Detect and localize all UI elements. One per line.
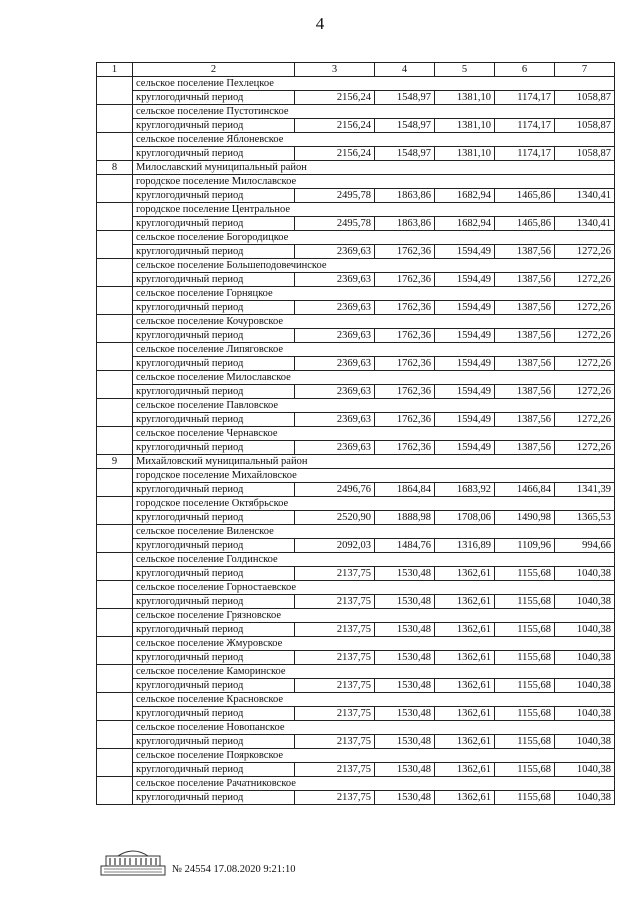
tariff-value: 1155,68 bbox=[495, 567, 555, 581]
tariff-value: 2496,76 bbox=[295, 483, 375, 497]
settlement-name-row bbox=[97, 287, 615, 301]
period-label: круглогодичный период bbox=[133, 595, 295, 609]
tariff-value: 1387,56 bbox=[495, 385, 555, 399]
period-label: круглогодичный период bbox=[133, 301, 295, 315]
settlement-name: сельское поселение Красновское bbox=[133, 693, 615, 707]
tariff-value: 1863,86 bbox=[375, 189, 435, 203]
period-label: круглогодичный период bbox=[133, 413, 295, 427]
row-index bbox=[97, 287, 133, 315]
tariff-row bbox=[97, 791, 615, 805]
settlement-name-row bbox=[97, 427, 615, 441]
tariff-value: 1381,10 bbox=[435, 91, 495, 105]
tariff-value: 1381,10 bbox=[435, 119, 495, 133]
row-index bbox=[97, 399, 133, 427]
tariff-row bbox=[97, 707, 615, 721]
row-index bbox=[97, 553, 133, 581]
row-index bbox=[97, 469, 133, 497]
row-index bbox=[97, 259, 133, 287]
tariff-value: 1387,56 bbox=[495, 245, 555, 259]
tariff-value: 2137,75 bbox=[295, 791, 375, 805]
settlement-name-row bbox=[97, 231, 615, 245]
tariff-value: 1272,26 bbox=[555, 329, 615, 343]
settlement-name: сельское поселение Липяговское bbox=[133, 343, 615, 357]
tariff-value: 2369,63 bbox=[295, 413, 375, 427]
settlement-name-row bbox=[97, 609, 615, 623]
tariff-value: 1362,61 bbox=[435, 679, 495, 693]
tariff-value: 994,66 bbox=[555, 539, 615, 553]
settlement-name: сельское поселение Кочуровское bbox=[133, 315, 615, 329]
period-label: круглогодичный период bbox=[133, 763, 295, 777]
tariff-row bbox=[97, 679, 615, 693]
row-index bbox=[97, 343, 133, 371]
tariff-value: 1362,61 bbox=[435, 651, 495, 665]
tariff-value: 1174,17 bbox=[495, 147, 555, 161]
tariff-value: 1530,48 bbox=[375, 651, 435, 665]
column-header: 5 bbox=[435, 63, 495, 77]
row-index bbox=[97, 525, 133, 553]
tariff-value: 1490,98 bbox=[495, 511, 555, 525]
tariff-value: 1594,49 bbox=[435, 385, 495, 399]
period-label: круглогодичный период bbox=[133, 357, 295, 371]
column-header: 3 bbox=[295, 63, 375, 77]
settlement-name-row bbox=[97, 343, 615, 357]
tariff-value: 1864,84 bbox=[375, 483, 435, 497]
tariff-value: 2156,24 bbox=[295, 147, 375, 161]
row-index bbox=[97, 637, 133, 665]
settlement-name-row bbox=[97, 721, 615, 735]
tariff-value: 1484,76 bbox=[375, 539, 435, 553]
settlement-name-row bbox=[97, 259, 615, 273]
tariff-value: 1387,56 bbox=[495, 413, 555, 427]
tariff-value: 1362,61 bbox=[435, 763, 495, 777]
settlement-name-row bbox=[97, 469, 615, 483]
tariff-row bbox=[97, 189, 615, 203]
tariff-value: 1272,26 bbox=[555, 441, 615, 455]
settlement-name: сельское поселение Поярковское bbox=[133, 749, 615, 763]
tariff-row bbox=[97, 735, 615, 749]
tariff-row bbox=[97, 329, 615, 343]
column-header: 1 bbox=[97, 63, 133, 77]
tariff-value: 1594,49 bbox=[435, 273, 495, 287]
row-index bbox=[97, 721, 133, 749]
table-body bbox=[97, 77, 615, 805]
row-index bbox=[97, 371, 133, 399]
tariff-value: 2137,75 bbox=[295, 567, 375, 581]
tariff-value: 1272,26 bbox=[555, 357, 615, 371]
document-footer bbox=[100, 848, 520, 888]
tariff-row bbox=[97, 273, 615, 287]
period-label: круглогодичный период bbox=[133, 245, 295, 259]
settlement-name-row bbox=[97, 637, 615, 651]
tariff-value: 2369,63 bbox=[295, 357, 375, 371]
tariff-value: 1340,41 bbox=[555, 217, 615, 231]
registry-stamp-icon bbox=[100, 848, 166, 876]
tariff-value: 1530,48 bbox=[375, 735, 435, 749]
tariff-value: 1548,97 bbox=[375, 119, 435, 133]
tariff-value: 1155,68 bbox=[495, 623, 555, 637]
tariff-row bbox=[97, 567, 615, 581]
period-label: круглогодичный период bbox=[133, 483, 295, 497]
settlement-name: городское поселение Михайловское bbox=[133, 469, 615, 483]
settlement-name: сельское поселение Большеподовечинское bbox=[133, 259, 615, 273]
tariff-value: 1362,61 bbox=[435, 791, 495, 805]
tariff-value: 1272,26 bbox=[555, 245, 615, 259]
tariff-value: 1272,26 bbox=[555, 301, 615, 315]
tariff-value: 1058,87 bbox=[555, 119, 615, 133]
settlement-name: сельское поселение Рачатниковское bbox=[133, 777, 615, 791]
tariff-value: 1362,61 bbox=[435, 567, 495, 581]
tariff-row bbox=[97, 91, 615, 105]
settlement-name-row bbox=[97, 203, 615, 217]
settlement-name-row bbox=[97, 581, 615, 595]
tariff-value: 2137,75 bbox=[295, 679, 375, 693]
settlement-name: городское поселение Октябрьское bbox=[133, 497, 615, 511]
settlement-name-row bbox=[97, 371, 615, 385]
tariff-value: 1682,94 bbox=[435, 217, 495, 231]
tariff-value: 1762,36 bbox=[375, 441, 435, 455]
settlement-name: сельское поселение Чернавское bbox=[133, 427, 615, 441]
tariff-value: 1362,61 bbox=[435, 707, 495, 721]
tariff-value: 1594,49 bbox=[435, 301, 495, 315]
row-index bbox=[97, 693, 133, 721]
row-index bbox=[97, 175, 133, 203]
settlement-name: сельское поселение Яблоневское bbox=[133, 133, 615, 147]
settlement-name-row bbox=[97, 175, 615, 189]
tariff-value: 1387,56 bbox=[495, 441, 555, 455]
page-number: 4 bbox=[315, 14, 325, 33]
row-index: 8 bbox=[97, 161, 133, 175]
tariff-row bbox=[97, 357, 615, 371]
tariff-value: 1548,97 bbox=[375, 147, 435, 161]
settlement-name: сельское поселение Каморинское bbox=[133, 665, 615, 679]
tariff-row bbox=[97, 651, 615, 665]
tariff-value: 2137,75 bbox=[295, 651, 375, 665]
row-index bbox=[97, 231, 133, 259]
tariff-value: 1594,49 bbox=[435, 329, 495, 343]
row-index bbox=[97, 203, 133, 231]
period-label: круглогодичный период bbox=[133, 119, 295, 133]
tariff-row bbox=[97, 763, 615, 777]
settlement-name-row bbox=[97, 525, 615, 539]
row-index bbox=[97, 315, 133, 343]
tariff-value: 2369,63 bbox=[295, 441, 375, 455]
tariff-value: 1155,68 bbox=[495, 679, 555, 693]
tariff-value: 1762,36 bbox=[375, 357, 435, 371]
period-label: круглогодичный период bbox=[133, 791, 295, 805]
settlement-name: сельское поселение Жмуровское bbox=[133, 637, 615, 651]
tariff-value: 1762,36 bbox=[375, 301, 435, 315]
tariff-value: 1594,49 bbox=[435, 441, 495, 455]
settlement-name: сельское поселение Виленское bbox=[133, 525, 615, 539]
tariff-value: 1548,97 bbox=[375, 91, 435, 105]
row-index bbox=[97, 427, 133, 455]
tariff-value: 1530,48 bbox=[375, 567, 435, 581]
tariff-value: 1316,89 bbox=[435, 539, 495, 553]
tariff-value: 1682,94 bbox=[435, 189, 495, 203]
settlement-name: городское поселение Милославское bbox=[133, 175, 615, 189]
period-label: круглогодичный период bbox=[133, 91, 295, 105]
column-header: 6 bbox=[495, 63, 555, 77]
period-label: круглогодичный период bbox=[133, 385, 295, 399]
tariff-value: 1272,26 bbox=[555, 273, 615, 287]
period-label: круглогодичный период bbox=[133, 189, 295, 203]
settlement-name: сельское поселение Горностаевское bbox=[133, 581, 615, 595]
tariff-row bbox=[97, 119, 615, 133]
tariff-value: 1362,61 bbox=[435, 595, 495, 609]
tariff-value: 1762,36 bbox=[375, 385, 435, 399]
tariff-value: 2092,03 bbox=[295, 539, 375, 553]
period-label: круглогодичный период bbox=[133, 679, 295, 693]
tariff-row bbox=[97, 539, 615, 553]
tariff-value: 1155,68 bbox=[495, 735, 555, 749]
period-label: круглогодичный период bbox=[133, 539, 295, 553]
tariff-value: 1040,38 bbox=[555, 679, 615, 693]
tariff-value: 1594,49 bbox=[435, 245, 495, 259]
row-index bbox=[97, 777, 133, 805]
tariff-value: 2156,24 bbox=[295, 91, 375, 105]
tariff-value: 1762,36 bbox=[375, 245, 435, 259]
settlement-name: сельское поселение Милославское bbox=[133, 371, 615, 385]
settlement-name-row bbox=[97, 693, 615, 707]
settlement-name-row bbox=[97, 777, 615, 791]
tariff-value: 1341,39 bbox=[555, 483, 615, 497]
district-row bbox=[97, 161, 615, 175]
tariff-value: 2369,63 bbox=[295, 301, 375, 315]
tariff-value: 2495,78 bbox=[295, 217, 375, 231]
row-index bbox=[97, 609, 133, 637]
tariff-row bbox=[97, 147, 615, 161]
period-label: круглогодичный период bbox=[133, 217, 295, 231]
tariff-value: 1040,38 bbox=[555, 623, 615, 637]
tariff-row bbox=[97, 595, 615, 609]
tariff-value: 1708,06 bbox=[435, 511, 495, 525]
row-index bbox=[97, 497, 133, 525]
row-index bbox=[97, 105, 133, 133]
settlement-name: сельское поселение Голдинское bbox=[133, 553, 615, 567]
tariff-value: 1387,56 bbox=[495, 301, 555, 315]
tariff-value: 1109,96 bbox=[495, 539, 555, 553]
tariff-value: 1762,36 bbox=[375, 329, 435, 343]
tariff-value: 1174,17 bbox=[495, 91, 555, 105]
district-name: Михайловский муниципальный район bbox=[133, 455, 615, 469]
period-label: круглогодичный период bbox=[133, 273, 295, 287]
settlement-name: сельское поселение Грязновское bbox=[133, 609, 615, 623]
period-label: круглогодичный период bbox=[133, 567, 295, 581]
tariff-value: 1863,86 bbox=[375, 217, 435, 231]
tariff-value: 2369,63 bbox=[295, 273, 375, 287]
tariff-row bbox=[97, 413, 615, 427]
tariff-value: 2369,63 bbox=[295, 385, 375, 399]
tariff-value: 2137,75 bbox=[295, 763, 375, 777]
settlement-name: сельское поселение Павловское bbox=[133, 399, 615, 413]
settlement-name-row bbox=[97, 77, 615, 91]
tariff-value: 1365,53 bbox=[555, 511, 615, 525]
tariff-value: 1155,68 bbox=[495, 707, 555, 721]
tariff-value: 1888,98 bbox=[375, 511, 435, 525]
district-row bbox=[97, 455, 615, 469]
column-header: 7 bbox=[555, 63, 615, 77]
tariff-value: 1387,56 bbox=[495, 273, 555, 287]
tariff-value: 2369,63 bbox=[295, 245, 375, 259]
tariff-value: 1155,68 bbox=[495, 595, 555, 609]
tariff-value: 1683,92 bbox=[435, 483, 495, 497]
tariff-value: 1155,68 bbox=[495, 763, 555, 777]
tariff-value: 1530,48 bbox=[375, 595, 435, 609]
row-index bbox=[97, 133, 133, 161]
tariff-value: 2137,75 bbox=[295, 735, 375, 749]
tariff-value: 1174,17 bbox=[495, 119, 555, 133]
tariff-value: 1465,86 bbox=[495, 217, 555, 231]
tariff-row bbox=[97, 217, 615, 231]
tariff-value: 2495,78 bbox=[295, 189, 375, 203]
tariff-value: 1530,48 bbox=[375, 707, 435, 721]
tariff-value: 1058,87 bbox=[555, 147, 615, 161]
tariff-value: 1466,84 bbox=[495, 483, 555, 497]
tariff-value: 1272,26 bbox=[555, 385, 615, 399]
tariff-value: 2137,75 bbox=[295, 623, 375, 637]
header-row bbox=[97, 63, 615, 77]
tariff-value: 1058,87 bbox=[555, 91, 615, 105]
row-index bbox=[97, 77, 133, 105]
settlement-name: сельское поселение Богородицкое bbox=[133, 231, 615, 245]
tariff-value: 1040,38 bbox=[555, 735, 615, 749]
tariff-value: 2156,24 bbox=[295, 119, 375, 133]
period-label: круглогодичный период bbox=[133, 511, 295, 525]
period-label: круглогодичный период bbox=[133, 651, 295, 665]
tariff-value: 1272,26 bbox=[555, 413, 615, 427]
tariff-value: 1340,41 bbox=[555, 189, 615, 203]
tariff-value: 1594,49 bbox=[435, 357, 495, 371]
period-label: круглогодичный период bbox=[133, 707, 295, 721]
tariff-value: 1530,48 bbox=[375, 623, 435, 637]
settlement-name: сельское поселение Пехлецкое bbox=[133, 77, 615, 91]
tariff-value: 1155,68 bbox=[495, 791, 555, 805]
tariff-value: 1387,56 bbox=[495, 357, 555, 371]
tariff-value: 1040,38 bbox=[555, 595, 615, 609]
tariff-row bbox=[97, 245, 615, 259]
document-registration-number: № 24554 17.08.2020 9:21:10 bbox=[172, 864, 296, 875]
tariff-value: 1465,86 bbox=[495, 189, 555, 203]
tariff-value: 1530,48 bbox=[375, 791, 435, 805]
tariff-value: 2520,90 bbox=[295, 511, 375, 525]
period-label: круглогодичный период bbox=[133, 441, 295, 455]
tariff-value: 1530,48 bbox=[375, 763, 435, 777]
settlement-name-row bbox=[97, 665, 615, 679]
tariff-value: 2137,75 bbox=[295, 595, 375, 609]
settlement-name: сельское поселение Горняцкое bbox=[133, 287, 615, 301]
settlement-name-row bbox=[97, 105, 615, 119]
row-index bbox=[97, 581, 133, 609]
period-label: круглогодичный период bbox=[133, 147, 295, 161]
tariff-value: 1362,61 bbox=[435, 735, 495, 749]
tariff-row bbox=[97, 483, 615, 497]
column-header: 2 bbox=[133, 63, 295, 77]
tariff-value: 1040,38 bbox=[555, 567, 615, 581]
period-label: круглогодичный период bbox=[133, 623, 295, 637]
tariff-value: 1040,38 bbox=[555, 707, 615, 721]
settlement-name-row bbox=[97, 315, 615, 329]
settlement-name: сельское поселение Новопанское bbox=[133, 721, 615, 735]
settlement-name-row bbox=[97, 399, 615, 413]
settlement-name: городское поселение Центральное bbox=[133, 203, 615, 217]
period-label: круглогодичный период bbox=[133, 735, 295, 749]
tariff-value: 1762,36 bbox=[375, 273, 435, 287]
tariff-value: 1530,48 bbox=[375, 679, 435, 693]
tariff-value: 1040,38 bbox=[555, 763, 615, 777]
district-name: Милославский муниципальный район bbox=[133, 161, 615, 175]
settlement-name-row bbox=[97, 497, 615, 511]
tariff-value: 1155,68 bbox=[495, 651, 555, 665]
tariff-row bbox=[97, 623, 615, 637]
tariff-table bbox=[96, 62, 615, 805]
tariff-value: 1381,10 bbox=[435, 147, 495, 161]
tariff-value: 1387,56 bbox=[495, 329, 555, 343]
row-index bbox=[97, 749, 133, 777]
tariff-value: 1594,49 bbox=[435, 413, 495, 427]
tariff-row bbox=[97, 301, 615, 315]
row-index: 9 bbox=[97, 455, 133, 469]
period-label: круглогодичный период bbox=[133, 329, 295, 343]
settlement-name-row bbox=[97, 749, 615, 763]
tariff-row bbox=[97, 511, 615, 525]
tariff-value: 1040,38 bbox=[555, 651, 615, 665]
tariff-value: 1362,61 bbox=[435, 623, 495, 637]
settlement-name: сельское поселение Пустотинское bbox=[133, 105, 615, 119]
tariff-value: 2369,63 bbox=[295, 329, 375, 343]
row-index bbox=[97, 665, 133, 693]
tariff-value: 1762,36 bbox=[375, 413, 435, 427]
tariff-value: 2137,75 bbox=[295, 707, 375, 721]
tariff-row bbox=[97, 385, 615, 399]
settlement-name-row bbox=[97, 133, 615, 147]
tariff-value: 1040,38 bbox=[555, 791, 615, 805]
settlement-name-row bbox=[97, 553, 615, 567]
column-header: 4 bbox=[375, 63, 435, 77]
tariff-row bbox=[97, 441, 615, 455]
